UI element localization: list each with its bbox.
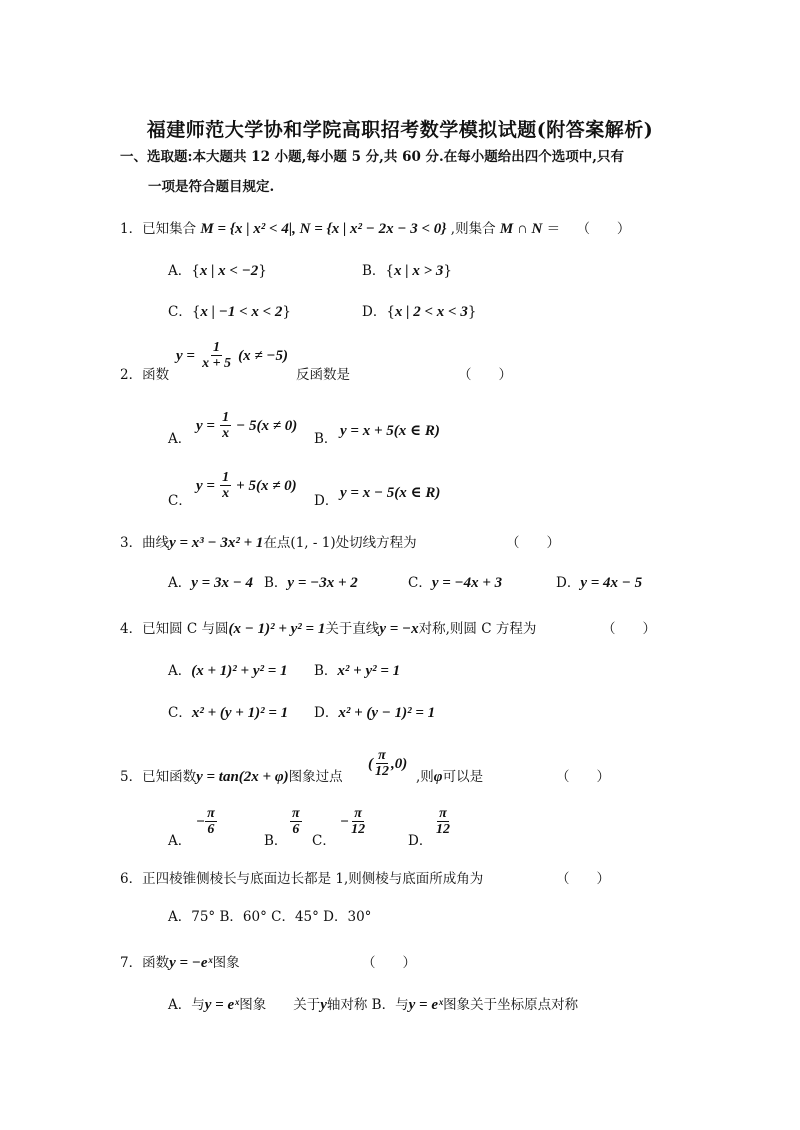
q5-option-c bbox=[340, 806, 367, 837]
question-5 bbox=[120, 768, 343, 786]
q5-option-a-label: A． bbox=[168, 833, 192, 849]
q4-option-b-expr: x² + y² = 1 bbox=[337, 663, 401, 679]
q5-option-a bbox=[196, 806, 217, 837]
q2-option-a-tail: − 5(x ≠ 0) bbox=[236, 418, 298, 434]
q1-sets-expression: M = {x | x² < 4|, N = {x | x² − 2x − 3 < 0} bbox=[200, 221, 447, 237]
q4-option-c-label: C． bbox=[168, 705, 192, 721]
q4-option-b-label: B． bbox=[314, 663, 338, 679]
q4-option-a-expr: (x + 1)² + y² = 1 bbox=[191, 663, 288, 679]
q1-option-c-expr: x | −1 < x < 2 bbox=[200, 304, 283, 320]
q2-option-a-numerator: 1 bbox=[222, 410, 230, 425]
q5-option-b-denominator: 6 bbox=[292, 822, 300, 837]
q4-answer-paren: （ ） bbox=[602, 621, 656, 637]
q2-function-domain: (x ≠ −5) bbox=[238, 348, 288, 364]
q7-option-a-function: y = eˣ bbox=[204, 997, 240, 1013]
q2-option-b-label: B． bbox=[314, 431, 338, 447]
q7-answer-paren: （ ） bbox=[362, 955, 416, 971]
question-3 bbox=[120, 534, 417, 552]
q3-option-b-expr: y = −3x + 2 bbox=[287, 575, 358, 591]
q2-option-a-denominator: x bbox=[222, 426, 230, 441]
q1-option-d-expr: x | 2 < x < 3 bbox=[394, 304, 468, 320]
question-7 bbox=[120, 954, 240, 972]
q4-line: y = −x bbox=[379, 621, 419, 637]
q5-option-c-fraction bbox=[349, 806, 367, 837]
q2-option-c bbox=[196, 470, 297, 501]
q5-point-numerator: π bbox=[378, 748, 386, 763]
q4-mid-text: 关于直线 bbox=[325, 621, 380, 637]
q3-option-b-label: B． bbox=[264, 575, 288, 591]
q1-option-d bbox=[362, 303, 476, 321]
q3-option-d bbox=[556, 574, 642, 592]
q2-option-a-label: A． bbox=[168, 431, 192, 447]
q7-option-a-axis: y bbox=[320, 997, 327, 1013]
q5-mid-text: 图象过点 bbox=[288, 769, 343, 785]
q5-option-b bbox=[290, 806, 302, 837]
q7-option-b-function: y = eˣ bbox=[408, 997, 444, 1013]
q2-option-c-denominator: x bbox=[222, 486, 230, 501]
q3-option-a bbox=[168, 574, 253, 592]
q1-option-a-close: } bbox=[258, 263, 267, 279]
q5-option-d-numerator: π bbox=[439, 806, 447, 821]
q5-option-b-numerator: π bbox=[292, 806, 300, 821]
q1-option-c-label: C．{ bbox=[168, 304, 201, 320]
q1-option-c-close: } bbox=[282, 304, 292, 320]
q7-function: y = −eˣ bbox=[169, 955, 213, 971]
q3-curve: y = x³ − 3x² + 1 bbox=[169, 535, 264, 551]
q7-option-a-tail: 轴对称 B．与 bbox=[326, 997, 409, 1013]
q1-mid-text: ,则集合 bbox=[450, 221, 496, 237]
q6-text: 6．正四棱锥侧棱长与底面边长都是 1,则侧棱与底面所成角为 bbox=[120, 871, 484, 887]
q5-option-b-fraction bbox=[290, 806, 302, 837]
q5-option-d-fraction bbox=[434, 806, 452, 837]
q3-option-a-label: A． bbox=[168, 575, 192, 591]
q6-options: A．75° B．60° C．45° D．30° bbox=[168, 909, 372, 925]
q4-prefix: 4．已知圆 C 与圆 bbox=[120, 621, 229, 637]
q3-option-d-label: D． bbox=[556, 575, 581, 591]
q2-suffix: 反函数是 bbox=[296, 367, 350, 383]
q5-option-c-label: C． bbox=[312, 833, 336, 849]
q5-point bbox=[368, 748, 407, 779]
q3-option-b bbox=[264, 574, 358, 592]
q4-option-d-label: D． bbox=[314, 705, 339, 721]
q3-option-c-expr: y = −4x + 3 bbox=[431, 575, 503, 591]
q1-prefix: 1．已知集合 bbox=[120, 221, 197, 237]
q1-intersection: M ∩ N bbox=[499, 221, 543, 237]
q3-option-c bbox=[408, 574, 502, 592]
q4-option-d bbox=[314, 704, 435, 722]
q1-option-b-expr: x | x > 3 bbox=[394, 263, 444, 279]
q4-circle: (x − 1)² + y² = 1 bbox=[228, 621, 326, 637]
q4-suffix: 对称,则圆 C 方程为 bbox=[418, 621, 537, 637]
page-title: 福建师范大学协和学院高职招考数学模拟试题(附答案解析) bbox=[146, 119, 654, 141]
q1-option-c bbox=[168, 303, 291, 321]
q7-prefix: 7．函数 bbox=[120, 955, 170, 971]
q2-function-fraction bbox=[200, 340, 233, 371]
question-1 bbox=[120, 220, 630, 238]
q4-option-d-expr: x² + (y − 1)² = 1 bbox=[338, 705, 436, 721]
section-heading-continued: 一项是符合题目规定. bbox=[148, 179, 275, 195]
q7-option-a-prefix: A．与 bbox=[168, 997, 205, 1013]
q5-phi: φ bbox=[433, 769, 443, 785]
q5-prefix: 5．已知函数 bbox=[120, 769, 197, 785]
q1-option-d-close: } bbox=[467, 304, 477, 320]
q7-suffix: 图象 bbox=[212, 955, 240, 971]
q5-option-d-label: D． bbox=[408, 833, 433, 849]
q4-option-a bbox=[168, 662, 288, 680]
q2-function-denominator: x + 5 bbox=[202, 356, 232, 371]
q2-option-c-numerator: 1 bbox=[222, 470, 230, 485]
q1-option-b-close: } bbox=[443, 263, 452, 279]
q2-option-c-label: C． bbox=[168, 493, 192, 509]
q5-point-fraction bbox=[373, 748, 391, 779]
section-heading: 一、选取题:本大题共 12 小题,每小题 5 分,共 60 分.在每小题给出四个选项中,只有 bbox=[120, 149, 624, 165]
q5-function: y = tan(2x + φ) bbox=[196, 769, 289, 785]
q5-point-close: ,0) bbox=[391, 756, 408, 772]
q1-option-a-expr: x | x < −2 bbox=[199, 263, 259, 279]
q3-option-d-expr: y = 4x − 5 bbox=[580, 575, 643, 591]
q2-function-numerator: 1 bbox=[213, 340, 221, 355]
q2-option-b-expr: y = x + 5(x ∈ R) bbox=[340, 423, 440, 439]
q1-option-b-label: B．{ bbox=[362, 263, 395, 279]
q1-option-a bbox=[168, 262, 267, 280]
q2-option-c-tail: + 5(x ≠ 0) bbox=[236, 478, 297, 494]
q2-option-a-lhs: y = bbox=[196, 418, 215, 434]
q3-prefix: 3．曲线 bbox=[120, 535, 170, 551]
q5-option-c-sign: − bbox=[340, 814, 350, 830]
q4-option-b bbox=[314, 662, 400, 680]
q2-option-c-lhs: y = bbox=[196, 478, 215, 494]
q5-option-c-numerator: π bbox=[354, 806, 362, 821]
q5-answer-paren: （ ） bbox=[556, 769, 610, 785]
q5-option-a-denominator: 6 bbox=[207, 822, 215, 837]
q2-option-d-label: D． bbox=[314, 493, 339, 509]
q5-point-denominator: 12 bbox=[375, 764, 389, 779]
q2-answer-paren: （ ） bbox=[458, 367, 512, 383]
q5-option-a-numerator: π bbox=[207, 806, 215, 821]
q3-option-a-expr: y = 3x − 4 bbox=[191, 575, 254, 591]
q3-answer-paren: （ ） bbox=[506, 535, 560, 551]
question-4 bbox=[120, 620, 536, 638]
q2-option-c-fraction bbox=[220, 470, 231, 501]
q5-point-open: ( bbox=[368, 756, 373, 772]
q5-option-a-sign: − bbox=[196, 814, 206, 830]
q5-option-d-denominator: 12 bbox=[436, 822, 450, 837]
q3-suffix: 在点(1, - 1)处切线方程为 bbox=[263, 535, 417, 551]
q5-option-b-label: B． bbox=[264, 833, 288, 849]
q2-option-a bbox=[196, 410, 297, 441]
q2-option-d-expr: y = x − 5(x ∈ R) bbox=[340, 485, 441, 501]
q3-option-c-label: C． bbox=[408, 575, 432, 591]
q7-options bbox=[168, 996, 578, 1014]
q7-option-b-tail: 图象关于坐标原点对称 bbox=[443, 997, 579, 1013]
q7-option-a-mid: 图象 关于 bbox=[239, 997, 321, 1013]
q5-suffix: 可以是 bbox=[442, 769, 484, 785]
q5-option-c-denominator: 12 bbox=[351, 822, 366, 837]
q5-option-a-fraction bbox=[205, 806, 217, 837]
q2-prefix: 2．函数 bbox=[120, 367, 170, 383]
q1-option-d-label: D．{ bbox=[362, 304, 395, 320]
q2-function bbox=[176, 340, 288, 371]
q4-option-c bbox=[168, 704, 288, 722]
q6-answer-paren: （ ） bbox=[556, 871, 610, 887]
q2-option-a-fraction bbox=[220, 410, 231, 441]
q5-option-d bbox=[434, 806, 452, 837]
q4-option-a-label: A． bbox=[168, 663, 192, 679]
q1-option-b bbox=[362, 262, 452, 280]
q5-suffix-pre: ,则 bbox=[416, 769, 434, 785]
q1-answer-paren: （ ） bbox=[576, 221, 631, 237]
q4-option-c-expr: x² + (y + 1)² = 1 bbox=[191, 705, 289, 721]
q1-equals: ＝ bbox=[546, 221, 561, 237]
q1-option-a-label: A．{ bbox=[168, 263, 200, 279]
q2-function-lhs: y = bbox=[176, 348, 195, 364]
q5-tail bbox=[416, 768, 483, 786]
